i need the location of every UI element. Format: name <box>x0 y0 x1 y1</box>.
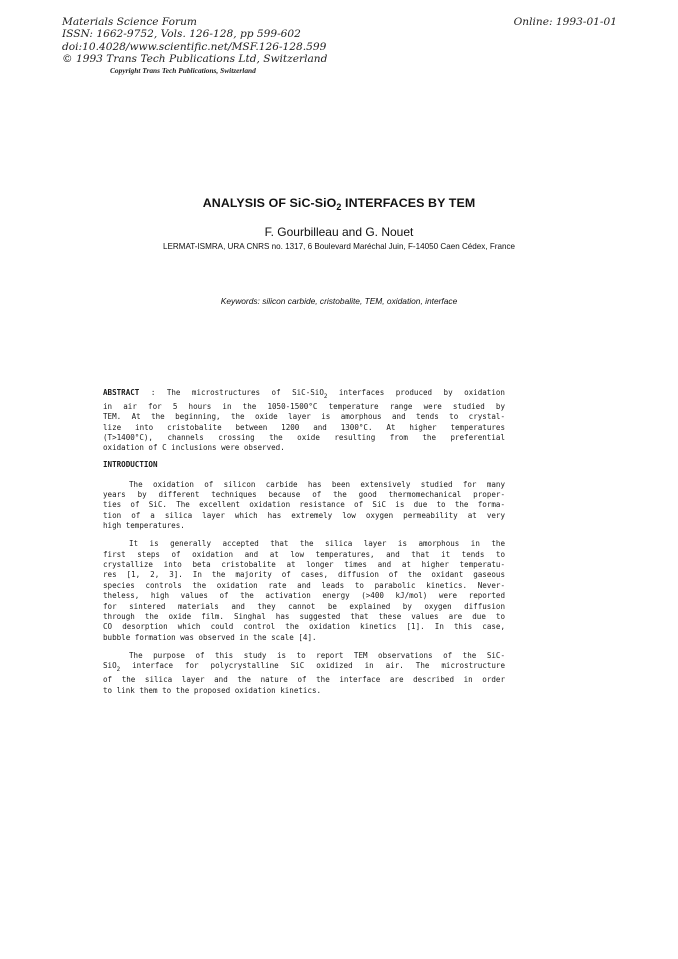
abstract-line <box>103 388 505 402</box>
paragraph-line: to link them to the proposed oxidation kinetics. <box>103 685 322 695</box>
abstract-line: lize into cristobalite between 1200 and 1300°C. At higher temperatures <box>103 422 505 432</box>
journal-metadata <box>62 16 327 66</box>
abstract-line: oxidation of C inclusions were observed. <box>103 443 285 453</box>
title-part-1: ANALYSIS OF SiC-SiO <box>202 196 337 210</box>
abstract-line: TEM. At the beginning, the oxide layer is amorphous and tends to crystal- <box>103 412 505 422</box>
paragraph-line: species controls the oxidation rate and leads to parabolic kinetics. Never- <box>103 580 505 590</box>
doi-line: doi:10.4028/www.scientific.net/MSF.126-128.599 <box>62 40 327 53</box>
paper-title <box>0 196 678 210</box>
copyright-line: © 1993 Trans Tech Publications Ltd, Switzerland <box>62 53 328 66</box>
paragraph-line: theless, high values of the activation energy (>400 kJ/mol) were reported <box>103 591 505 601</box>
abstract-line: in air for 5 hours in the 1050-1500°C temperature range were studied by <box>103 402 505 411</box>
paragraph-text: interface for polycrystalline SiC oxidized in air. The microstructure <box>120 661 505 671</box>
paragraph-line: first steps of oxidation and at low temperatures, and that it tends to <box>103 549 505 559</box>
paragraph-line: res [1, 2, 3]. In the majority of cases, diffusion of the oxidant gaseous <box>103 570 505 580</box>
journal-name: Materials Science Forum <box>62 16 197 28</box>
introduction-paragraph <box>103 480 505 532</box>
paragraph-line: CO desorption which could control the oxidation kinetics [1]. In this case, <box>103 622 505 632</box>
paragraph-line: ties of SiC. The excellent oxidation resistance of SiC is due to the forma- <box>103 500 505 510</box>
paragraph-line: crystallize into beta cristobalite at longer times and at higher temperatu- <box>103 560 505 570</box>
author-list: F. Gourbilleau and G. Nouet <box>264 225 414 239</box>
abstract-subscript: 2 <box>323 394 328 400</box>
abstract-text: : The microstructures of SiC-SiO <box>139 388 324 397</box>
paragraph-line: years by different techniques because of the good thermomechanical proper- <box>103 490 505 500</box>
copyright-stamp: Copyright Trans Tech Publications, Switzerland <box>110 66 256 75</box>
paragraph-gap <box>103 531 505 539</box>
abstract-label: ABSTRACT <box>103 388 140 397</box>
paragraph-line: of the silica layer and the nature of the interface are described in order <box>103 675 505 685</box>
abstract-text: interfaces produced by oxidation <box>327 388 505 397</box>
paragraph-gap <box>103 643 505 651</box>
paragraph-line: through the oxide film. Singhal has suggested that these values are due to <box>103 611 505 621</box>
paragraph-line: high temperatures. <box>103 521 185 531</box>
abstract <box>103 388 505 454</box>
paragraph-subscript: 2 <box>116 667 121 674</box>
paragraph-line <box>103 661 505 675</box>
abstract-line: (T>1400°C), channels crossing the oxide resulting from the preferential <box>103 433 505 443</box>
issn-line: ISSN: 1662-9752, Vols. 126-128, pp 599-602 <box>62 28 301 41</box>
title-part-2: INTERFACES BY TEM <box>341 196 476 210</box>
title-subscript: 2 <box>336 202 342 212</box>
paragraph-line: bubble formation was observed in the scale [4]. <box>103 632 317 642</box>
keywords: Keywords: silicon carbide, cristobalite, TEM, oxidation, interface <box>220 296 458 306</box>
paper-body <box>103 388 505 696</box>
introduction-paragraph <box>103 651 505 696</box>
paragraph-line: The oxidation of silicon carbide has been extensively studied for many <box>129 479 505 489</box>
paragraph-line: The purpose of this study is to report TEM observations of the SiC- <box>129 650 505 660</box>
paragraph-line: It is generally accepted that the silica layer is amorphous in the <box>129 539 505 549</box>
affiliation: LERMAT-ISMRA, URA CNRS no. 1317, 6 Boulevard Maréchal Juin, F-14050 Caen Cédex, France <box>162 242 516 251</box>
paragraph-line: tion of a silica layer which has extremely low oxygen permeability at very <box>103 510 505 520</box>
paragraph-text: SiO <box>103 661 117 671</box>
introduction-paragraph <box>103 539 505 642</box>
online-date: Online: 1993-01-01 <box>513 16 617 28</box>
paragraph-line: for sintered materials and they cannot be explained by oxygen diffusion <box>103 601 505 611</box>
section-heading-introduction: INTRODUCTION <box>103 459 158 469</box>
